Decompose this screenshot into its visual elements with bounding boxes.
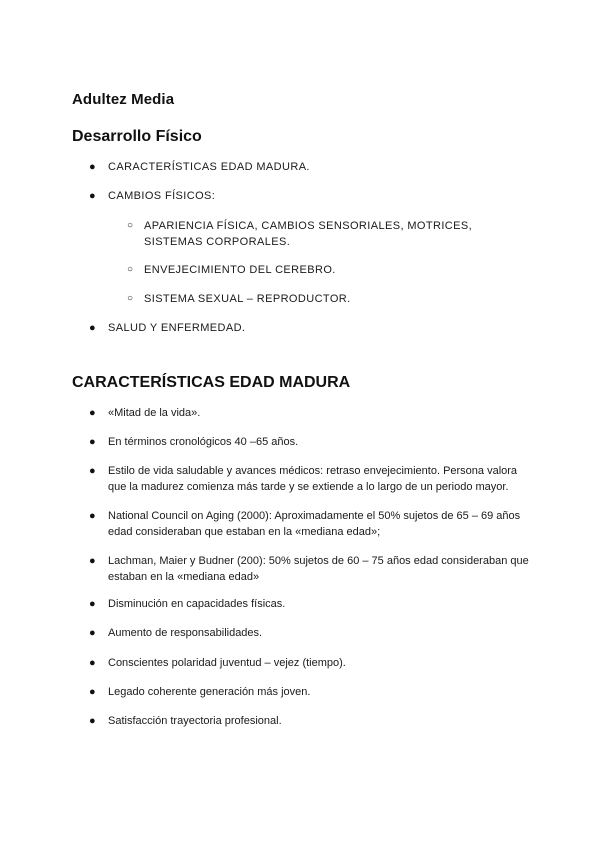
section-heading-caracteristicas: CARACTERÍSTICAS EDAD MADURA bbox=[72, 374, 351, 391]
bullet-icon: ● bbox=[89, 715, 96, 727]
bullet-icon: ● bbox=[89, 436, 96, 448]
bullet-icon: ● bbox=[89, 686, 96, 698]
bullet-icon: ● bbox=[89, 627, 96, 639]
bullet-icon: ● bbox=[89, 190, 96, 202]
list-item: Estilo de vida saludable y avances médicos: retraso envejecimiento. Persona valora que la madurez comienza más tarde y se extiende a lo largo de un periodo mayor. bbox=[108, 465, 518, 493]
document-title: Adultez Media bbox=[72, 91, 175, 108]
list-item: Satisfacción trayectoria profesional. bbox=[108, 715, 282, 727]
list-item: CAMBIOS FÍSICOS: bbox=[108, 190, 216, 202]
bullet-icon: ● bbox=[89, 407, 96, 419]
list-item: Legado coherente generación más joven. bbox=[108, 686, 311, 698]
list-item: Disminución en capacidades físicas. bbox=[108, 598, 286, 610]
bullet-icon: ● bbox=[89, 598, 96, 610]
sub-list-item: APARIENCIA FÍSICA, CAMBIOS SENSORIALES, MOTRICES, SISTEMAS CORPORALES. bbox=[144, 220, 473, 248]
list-item: SALUD Y ENFERMEDAD. bbox=[108, 322, 246, 334]
sub-bullet-icon: ○ bbox=[127, 264, 134, 275]
list-item: «Mitad de la vida». bbox=[108, 407, 201, 419]
list-item: CARACTERÍSTICAS EDAD MADURA. bbox=[108, 161, 310, 173]
bullet-icon: ● bbox=[89, 555, 96, 567]
bullet-icon: ● bbox=[89, 465, 96, 477]
sub-list-item: ENVEJECIMIENTO DEL CEREBRO. bbox=[144, 264, 336, 276]
bullet-icon: ● bbox=[89, 510, 96, 522]
bullet-icon: ● bbox=[89, 161, 96, 173]
list-item: Lachman, Maier y Budner (200): 50% sujetos de 60 – 75 años edad consideraban que estaban en la «mediana edad» bbox=[108, 555, 529, 583]
sub-list-item: SISTEMA SEXUAL – REPRODUCTOR. bbox=[144, 293, 351, 305]
bullet-icon: ● bbox=[89, 657, 96, 669]
sub-bullet-icon: ○ bbox=[127, 220, 134, 231]
bullet-icon: ● bbox=[89, 322, 96, 334]
section-heading-desarrollo-fisico: Desarrollo Físico bbox=[72, 128, 202, 145]
list-item: Aumento de responsabilidades. bbox=[108, 627, 263, 639]
list-item: Conscientes polaridad juventud – vejez (tiempo). bbox=[108, 657, 346, 669]
list-item: En términos cronológicos 40 –65 años. bbox=[108, 436, 299, 448]
sub-bullet-icon: ○ bbox=[127, 293, 134, 304]
list-item: National Council on Aging (2000): Aproximadamente el 50% sujetos de 65 – 69 años edad consideraban que estaban en la «mediana edad»; bbox=[108, 510, 521, 538]
